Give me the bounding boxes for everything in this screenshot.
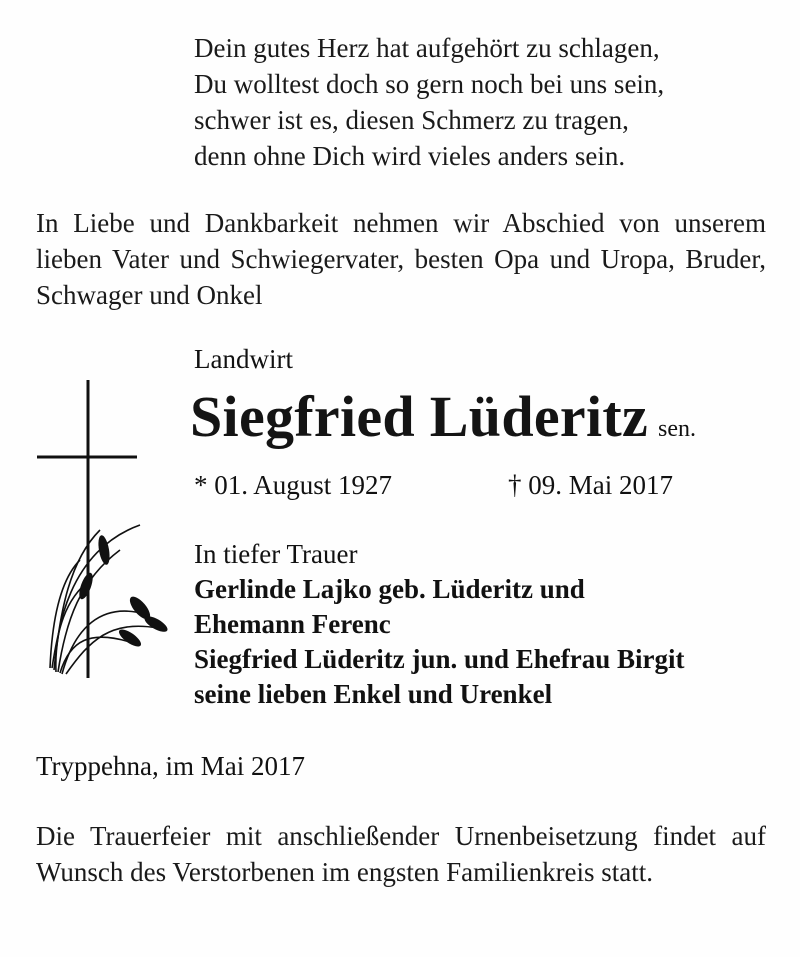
birth-date: * 01. August 1927 xyxy=(194,470,393,500)
mourner-line: seine lieben Enkel und Urenkel xyxy=(194,679,553,709)
mourners-block xyxy=(194,537,685,712)
ceremony-paragraph: Die Trauerfeier mit anschließender Urnenbeisetzung findet auf Wunsch des Verstorbenen im engsten Familienkreis statt. xyxy=(36,821,766,887)
place-date: Tryppehna, im Mai 2017 xyxy=(36,751,305,781)
poem-line: Du wolltest doch so gern noch bei uns sein, xyxy=(194,69,665,99)
occupation: Landwirt xyxy=(194,344,293,374)
poem-line: denn ohne Dich wird vieles anders sein. xyxy=(194,141,626,171)
poem-line: schwer ist es, diesen Schmerz zu tragen, xyxy=(194,105,629,135)
deceased-name-line xyxy=(190,382,696,452)
cross-icon xyxy=(30,380,170,680)
mourners-heading: In tiefer Trauer xyxy=(194,539,358,569)
mourner-line: Ehemann Ferenc xyxy=(194,609,391,639)
mourner-line: Gerlinde Lajko geb. Lüderitz und xyxy=(194,574,585,604)
deceased-name: Siegfried Lüderitz xyxy=(190,384,649,449)
mourner-line: Siegfried Lüderitz jun. und Ehefrau Birgit xyxy=(194,644,685,674)
poem xyxy=(194,30,664,174)
intro-paragraph: In Liebe und Dankbarkeit nehmen wir Abschied von unserem lieben Vater und Schwiegervater, besten Opa und Uropa, Bruder, Schwager und Onkel xyxy=(36,208,766,310)
poem-line: Dein gutes Herz hat aufgehört zu schlagen, xyxy=(194,33,660,63)
death-date: † 09. Mai 2017 xyxy=(508,470,673,500)
name-suffix: sen. xyxy=(658,416,697,442)
